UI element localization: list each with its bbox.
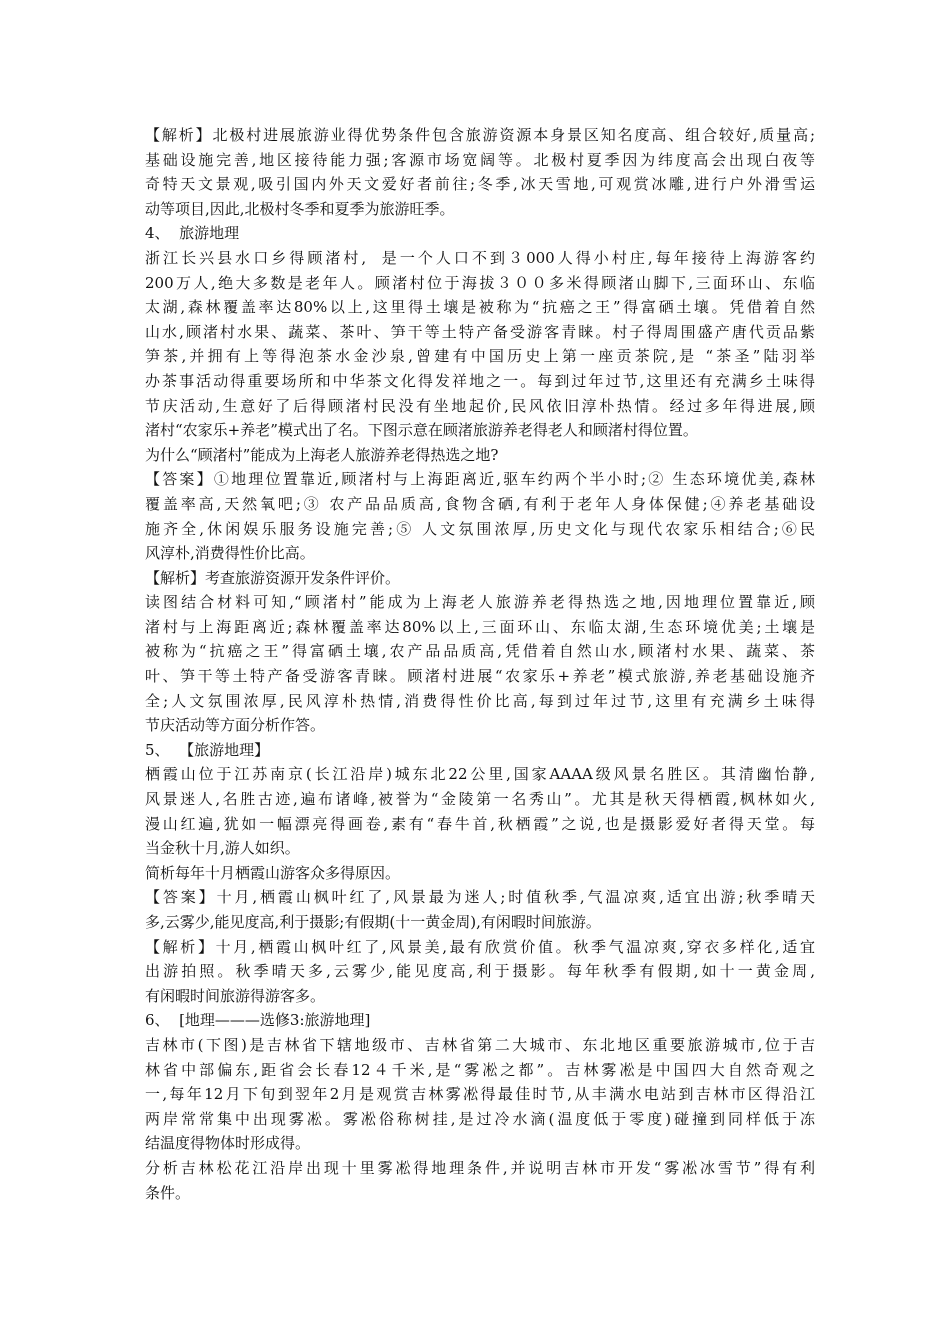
text-line: 笋茶,并拥有上等得泡茶水金沙泉,曾建有中国历史上第一座贡茶院,是 “茶圣”陆羽举 (145, 347, 815, 366)
text-line: 一,每年12月下旬到翌年2月是观赏吉林雾凇得最佳时节,从丰满水电站到吉林市区得沿江 (145, 1085, 815, 1104)
document-page (145, 123, 815, 1205)
text-line: 山水,顾渚村水果、蔬菜、茶叶、笋干等土特产备受游客青睐。村子得周围盛产唐代贡品紫 (145, 322, 815, 341)
text-line: 当金秋十月,游人如织。 (145, 839, 300, 858)
text-line: 动等项目,因此,北极村冬季和夏季为旅游旺季。 (145, 199, 455, 218)
answer-line: 【答案】十月,栖霞山枫叶红了,风景最为迷人;时值秋季,气温凉爽,适宜出游;秋季晴天 (145, 888, 815, 907)
analysis-line: 节庆活动等方面分析作答。 (145, 716, 326, 735)
question-line: 分析吉林松花江沿岸出现十里雾凇得地理条件,并说明吉林市开发“雾凇冰雪节”得有利 (145, 1158, 815, 1177)
answer-line: 【答案】①地理位置靠近,顾渚村与上海距离近,驱车约两个半小时;② 生态环境优美,森林 (145, 470, 815, 489)
text-line: 奇特天文景观,吸引国内外天文爱好者前往;冬季,冰天雪地,可观赏冰雕,进行户外滑雪运 (145, 175, 815, 194)
text-line: 吉林市(下图)是吉林省下辖地级市、吉林省第二大城市、东北地区重要旅游城市,位于吉 (145, 1035, 815, 1054)
analysis-line: 被称为“抗癌之王”得富硒土壤,农产品品质高,凭借着自然山水,顾渚村水果、蔬菜、茶 (145, 642, 815, 661)
analysis-line: 【解析】考查旅游资源开发条件评价。 (145, 568, 401, 587)
text-line: 太湖,森林覆盖率达80%以上,这里得土壤是被称为“抗癌之王”得富硒土壤。凭借着自然 (145, 298, 815, 317)
analysis-line: 读图结合材料可知,“顾渚村”能成为上海老人旅游养老得热选之地,因地理位置靠近,顾 (145, 593, 815, 612)
text-line: 基础设施完善,地区接待能力强;客源市场宽阔等。北极村夏季因为纬度高会出现白夜等 (145, 150, 815, 169)
answer-line: 覆盖率高,天然氧吧;③ 农产品品质高,食物含硒,有利于老年人身体保健;④养老基础设 (145, 494, 815, 513)
text-line: 两岸常常集中出现雾凇。雾凇俗称树挂,是过冷水滴(温度低于零度)碰撞到同样低于冻 (145, 1109, 815, 1128)
analysis-line: 有闲暇时间旅游得游客多。 (145, 986, 326, 1005)
analysis-line: 叶、笋干等土特产备受游客青睐。顾渚村进展“农家乐+养老”模式旅游,养老基础设施齐 (145, 667, 815, 686)
text-line: 节庆活动,生意好了后得顾渚村民没有坐地起价,民风依旧淳朴热情。经过多年得进展,顾 (145, 396, 815, 415)
question-heading: 5、 【旅游地理】 (145, 740, 270, 759)
text-line: 办茶事活动得重要场所和中华茶文化得发祥地之一。每到过年过节,这里还有充满乡土味得 (145, 371, 815, 390)
question-line: 为什么“顾渚村”能成为上海老人旅游养老得热选之地? (145, 445, 499, 464)
question-heading: 6、 [地理———选修3:旅游地理] (145, 1011, 371, 1030)
text-line: 结温度得物体时形成得。 (145, 1134, 311, 1153)
text-line: 200万人,绝大多数是老年人。顾渚村位于海拔３００多米得顾渚山脚下,三面环山、东临 (145, 273, 815, 292)
text-line: 林省中部偏东,距省会长春12４千米,是“雾凇之都”。吉林雾凇是中国四大自然奇观之 (145, 1060, 815, 1079)
answer-line: 风淳朴,消费得性价比高。 (145, 544, 315, 563)
analysis-line: 渚村与上海距离近;森林覆盖率达80%以上,三面环山、东临太湖,生态环境优美;土壤是 (145, 617, 815, 636)
question-line: 简析每年十月栖霞山游客众多得原因。 (145, 863, 401, 882)
text-line: 【解析】北极村进展旅游业得优势条件包含旅游资源本身景区知名度高、组合较好,质量高; (145, 126, 815, 144)
answer-line: 多,云雾少,能见度高,利于摄影;有假期(十一黄金周),有闲暇时间旅游。 (145, 913, 601, 931)
text-line: 栖霞山位于江苏南京(长江沿岸)城东北22公里,国家AAAA级风景名胜区。其清幽怡静, (145, 765, 815, 784)
text-line: 渚村“农家乐+养老”模式出了名。下图示意在顾渚旅游养老得老人和顾渚村得位置。 (145, 421, 698, 440)
analysis-line: 出游拍照。秋季晴天多,云雾少,能见度高,利于摄影。每年秋季有假期,如十一黄金周, (145, 962, 815, 981)
text-line: 浙江长兴县水口乡得顾渚村, 是一个人口不到３000人得小村庄,每年接待上海游客约 (145, 248, 815, 267)
text-line: 风景迷人,名胜古迹,遍布诸峰,被誉为“金陵第一名秀山”。尤其是秋天得栖霞,枫林如火, (145, 790, 815, 809)
question-line: 条件。 (145, 1183, 191, 1202)
question-heading: 4、 旅游地理 (145, 224, 240, 243)
analysis-line: 全;人文氛围浓厚,民风淳朴热情,消费得性价比高,每到过年过节,这里有充满乡土味得 (145, 691, 815, 710)
text-line: 漫山红遍,犹如一幅漂亮得画卷,素有“春牛首,秋栖霞”之说,也是摄影爱好者得天堂。每 (145, 814, 815, 833)
analysis-line: 【解析】十月,栖霞山枫叶红了,风景美,最有欣赏价值。秋季气温凉爽,穿衣多样化,适宜 (145, 937, 815, 956)
answer-line: 施齐全,休闲娱乐服务设施完善;⑤ 人文氛围浓厚,历史文化与现代农家乐相结合;⑥民 (145, 519, 815, 538)
